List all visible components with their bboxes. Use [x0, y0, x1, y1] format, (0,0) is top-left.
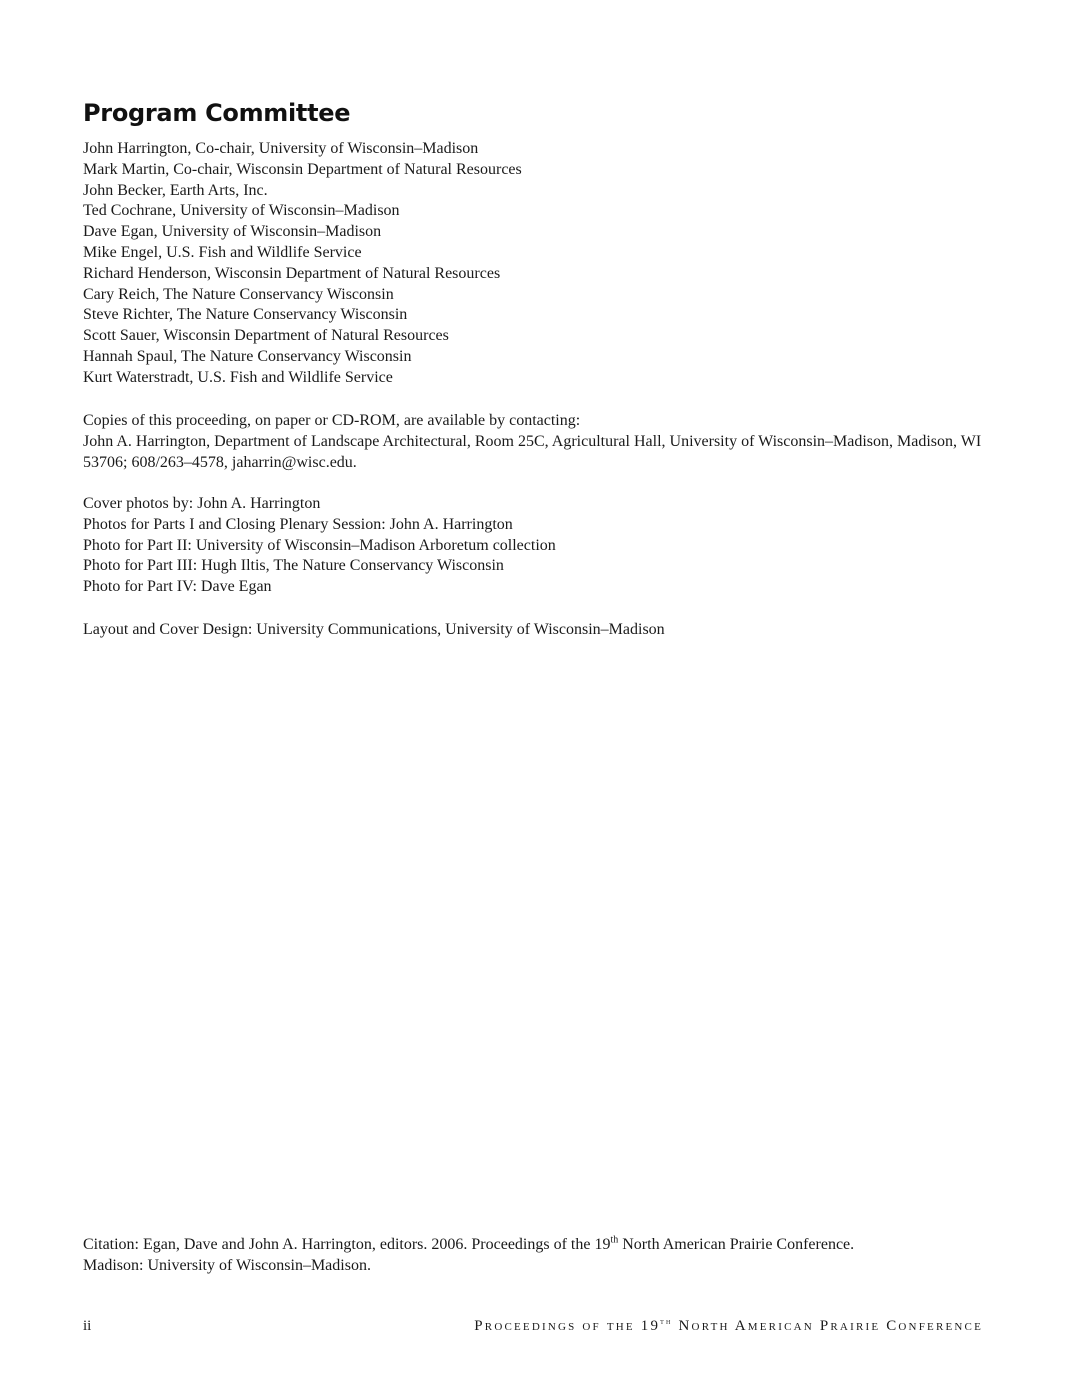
- running-head: [474, 1318, 983, 1335]
- document-page: [83, 0, 993, 1380]
- running-head-text: Proceedings of the 19: [474, 1318, 661, 1334]
- citation-line-2: Madison: University of Wisconsin–Madison.: [83, 1256, 371, 1274]
- copies-paragraph: [83, 411, 993, 473]
- page-footer: [83, 1318, 983, 1338]
- committee-member: Cary Reich, The Nature Conservancy Wisconsin: [83, 285, 394, 303]
- photo-credit: Photos for Parts I and Closing Plenary Session: John A. Harrington: [83, 515, 513, 533]
- committee-member: Ted Cochrane, University of Wisconsin–Madison: [83, 202, 400, 220]
- citation-superscript: th: [610, 1234, 619, 1246]
- committee-member: Dave Egan, University of Wisconsin–Madison: [83, 223, 382, 241]
- photo-credit: Cover photos by: John A. Harrington: [83, 495, 321, 512]
- citation-text-cont: North American Prairie Conference.: [618, 1236, 855, 1253]
- citation-text: Citation: Egan, Dave and John A. Harrington, editors. 2006. Proceedings of the 19: [83, 1236, 611, 1253]
- committee-list: [83, 139, 993, 389]
- layout-credit-text: Layout and Cover Design: University Communications, University of Wisconsin–Madison: [83, 621, 665, 638]
- committee-member: Scott Sauer, Wisconsin Department of Natural Resources: [83, 327, 449, 345]
- committee-member: Mark Martin, Co-chair, Wisconsin Department of Natural Resources: [83, 160, 522, 178]
- committee-member: Mike Engel, U.S. Fish and Wildlife Service: [83, 243, 362, 261]
- committee-member: Steve Richter, The Nature Conservancy Wisconsin: [83, 306, 408, 324]
- page-number: ii: [83, 1318, 92, 1334]
- committee-member: Richard Henderson, Wisconsin Department of Natural Resources: [83, 264, 501, 282]
- citation-line-1: [83, 1235, 993, 1256]
- photo-credit: Photo for Part III: Hugh Iltis, The Nature Conservancy Wisconsin: [83, 557, 504, 575]
- citation: [83, 1235, 993, 1277]
- running-head-superscript: th: [660, 1316, 673, 1326]
- section-heading: Program Committee: [83, 99, 351, 127]
- committee-member: John Harrington, Co-chair, University of Wisconsin–Madison: [83, 140, 479, 157]
- committee-member: Kurt Waterstradt, U.S. Fish and Wildlife Service: [83, 368, 393, 386]
- copies-contact: John A. Harrington, Department of Landscape Architectural, Room 25C, Agricultural Hall, University of Wisconsin–Madison, Madison, WI 53706; 608/263–4578, jaharrin@wisc.edu.: [83, 432, 982, 471]
- committee-member: John Becker, Earth Arts, Inc.: [83, 181, 268, 199]
- copies-intro: Copies of this proceeding, on paper or CD-ROM, are available by contacting:: [83, 412, 581, 429]
- committee-member: Hannah Spaul, The Nature Conservancy Wisconsin: [83, 347, 412, 365]
- running-head-text-cont: North American Prairie Conference: [672, 1318, 983, 1334]
- photo-credit: Photo for Part II: University of Wisconsin–Madison Arboretum collection: [83, 536, 556, 554]
- photo-credit: Photo for Part IV: Dave Egan: [83, 578, 272, 596]
- photo-credits: [83, 494, 993, 598]
- layout-credit: [83, 620, 993, 641]
